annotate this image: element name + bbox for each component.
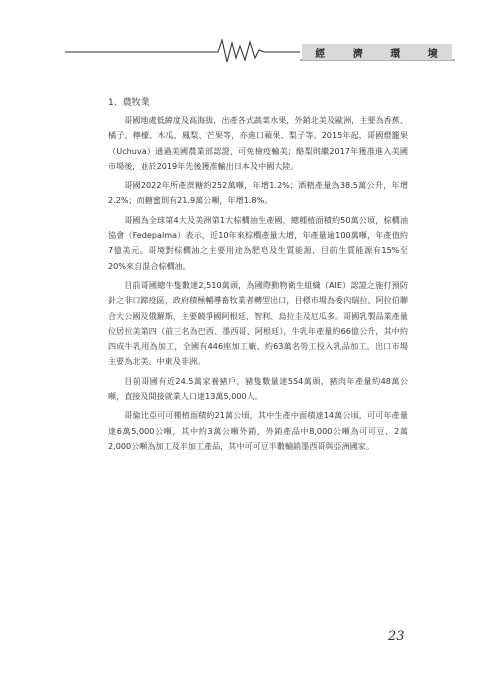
header-category-tab	[302, 44, 452, 60]
tab-char-4: 境	[427, 48, 439, 60]
paragraph-cattle-dairy: 目前哥國總牛隻數達2,510萬頭，為國際動物衛生組織（AIE）認證之施打預防針之非口蹄疫區，政府積極輔導畜牧業者轉型出口，目標市場為委內瑞拉、阿拉伯聯合大公國及俄羅斯，主要競爭國阿根廷、智利、烏拉圭及厄瓜多。哥國乳製品業產量位居拉美第四（前三名為巴西、墨西哥、阿根廷），牛乳年產量約66億公升，其中約四成牛乳用為加工，全國有446座加工廠、約63萬名勞工投入乳品加工，出口市場主要為北美、中東及非洲。	[108, 279, 408, 367]
page-number: 23	[388, 629, 405, 644]
page-header	[0, 0, 480, 70]
tab-char-1: 經	[315, 48, 327, 60]
paragraph-pork: 目前哥國有近24.5萬家養豬戶，豬隻數量達554萬頭，豬肉年產量約48萬公噸，直接及間接就業人口達13萬5,000人。	[108, 375, 408, 402]
paragraph-sugar: 哥國2022年所產蔗糖約252萬噸，年增1.2%；酒精產量為38.5萬公升，年增2.2%；而糖蜜則有21.9萬公噸，年增1.8%。	[108, 180, 408, 206]
tab-char-3: 環	[390, 48, 402, 60]
paragraph-cocoa: 哥倫比亞可可種植面積約21萬公頃，其中生產中面積達14萬公頃，可可年產量達6萬5,000公噸，其中約3萬公噸外銷，外銷產品中8,000公噸為可可豆，2萬2,000公噸為加工及半加工產品，其中可可豆半數輸銷墨西哥與亞洲國家。	[108, 410, 408, 451]
tab-char-2: 濟	[352, 48, 364, 60]
paragraph-palm-oil: 哥國為全球第4大及美洲第1大棕櫚油生產國，總種植面積約50萬公頃，棕櫚油協會（Fedepalma）表示，近10年來棕櫚產量大增，年產量逾100萬噸，年產值約7億美元。哥境對棕櫚油之主要用途為肥皂及生質能源，目前生質能源有15%至20%來自混合棕櫚油。	[108, 214, 408, 271]
main-content	[108, 96, 408, 458]
paragraph-produce: 哥國地處低緯度及高海拔，出產各式蔬菜水果，外銷北美及歐洲，主要為香蕉、橘子、檸檬、木瓜、鳳梨、芒果等，亦進口蘋果、梨子等。2015年起，哥國燈籠果（Uchuva）通過美國農業部認證，可免檢疫輸美；酪梨則繼2017年獲准進入美國市場後，並於2019年先後獲准輸出日本及中國大陸。	[108, 115, 408, 171]
section-title: 1、農牧業	[108, 98, 150, 108]
